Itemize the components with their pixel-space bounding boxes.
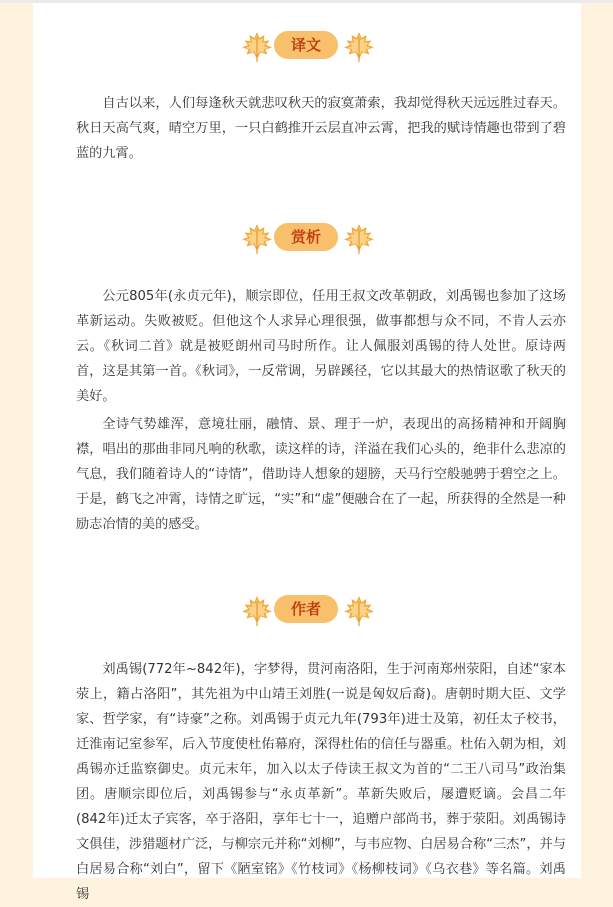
maple-leaf-icon bbox=[238, 29, 276, 63]
translation-paragraph: 自古以来，人们每逢秋天就悲叹秋天的寂寞萧索，我却觉得秋天远远胜过春天。秋日天高气爽，晴空万里，一只白鹤推开云层直冲云霄，把我的赋诗情趣也带到了碧蓝的九霄。 bbox=[76, 96, 566, 161]
section-header-appreciation bbox=[33, 221, 581, 255]
section-header-translation bbox=[33, 29, 581, 63]
article-card bbox=[33, 3, 581, 902]
maple-leaf-icon bbox=[340, 593, 378, 627]
section-title-appreciation: 赏析 bbox=[274, 223, 338, 251]
section-title-author: 作者 bbox=[274, 595, 338, 623]
maple-leaf-icon bbox=[340, 29, 378, 63]
maple-leaf-icon bbox=[238, 221, 276, 255]
section-title-translation: 译文 bbox=[274, 31, 338, 59]
maple-leaf-icon bbox=[340, 221, 378, 255]
section-header-author bbox=[33, 593, 581, 627]
appreciation-paragraph-1: 公元805年(永贞元年)，顺宗即位，任用王叔文改革朝政，刘禹锡也参加了这场革新运动。失败被贬。但他这个人求异心理很强，做事都想与众不同，不肯人云亦云。《秋词二首》就是被贬朗州司马时所作。让人佩服刘禹锡的待人处世。原诗两首，这是其第一首。《秋词》，一反常调，另辟蹊径，它以其最大的热情讴歌了秋天的美好。 bbox=[76, 289, 566, 404]
maple-leaf-icon bbox=[238, 593, 276, 627]
author-paragraph: 刘禹锡(772年~842年)，字梦得，贯河南洛阳，生于河南郑州荥阳，自述“家本荥上，籍占洛阳”，其先祖为中山靖王刘胜(一说是匈奴后裔)。唐朝时期大臣、文学家、哲学家，有“诗豪”之称。刘禹锡于贞元九年(793年)进士及第，初任太子校书，迁淮南记室参军，后入节度使杜佑幕府，深得杜佑的信任与器重。杜佑入朝为相，刘禹锡亦迁监察御史。贞元末年，加入以太子侍读王叔文为首的“二王八司马”政治集团。唐顺宗即位后，刘禹锡参与“永贞革新”。革新失败后，屡遭贬谪。会昌二年(842年)迁太子宾客，卒于洛阳，享年七十一，追赠户部尚书，葬于荥阳。刘禹锡诗文俱佳，涉猎题材广泛，与柳宗元并称“刘柳”，与韦应物、白居易合称“三杰”，并与白居易合称“刘白”，留下《陋室铭》《竹枝词》《杨柳枝词》《乌衣巷》等名篇。刘禹锡 bbox=[76, 662, 566, 902]
appreciation-paragraph-2: 全诗气势雄浑，意境壮丽，融情、景、理于一炉，表现出的高扬精神和开阔胸襟，唱出的那曲非同凡响的秋歌，读这样的诗，洋溢在我们心头的，绝非什么悲凉的气息，我们随着诗人的“诗情”，借助诗人想象的翅膀，天马行空般驰骋于碧空之上。于是，鹤飞之冲霄，诗情之旷远，“实”和“虚”便融合在了一起，所获得的全然是一种励志冶情的美的感受。 bbox=[76, 417, 566, 532]
